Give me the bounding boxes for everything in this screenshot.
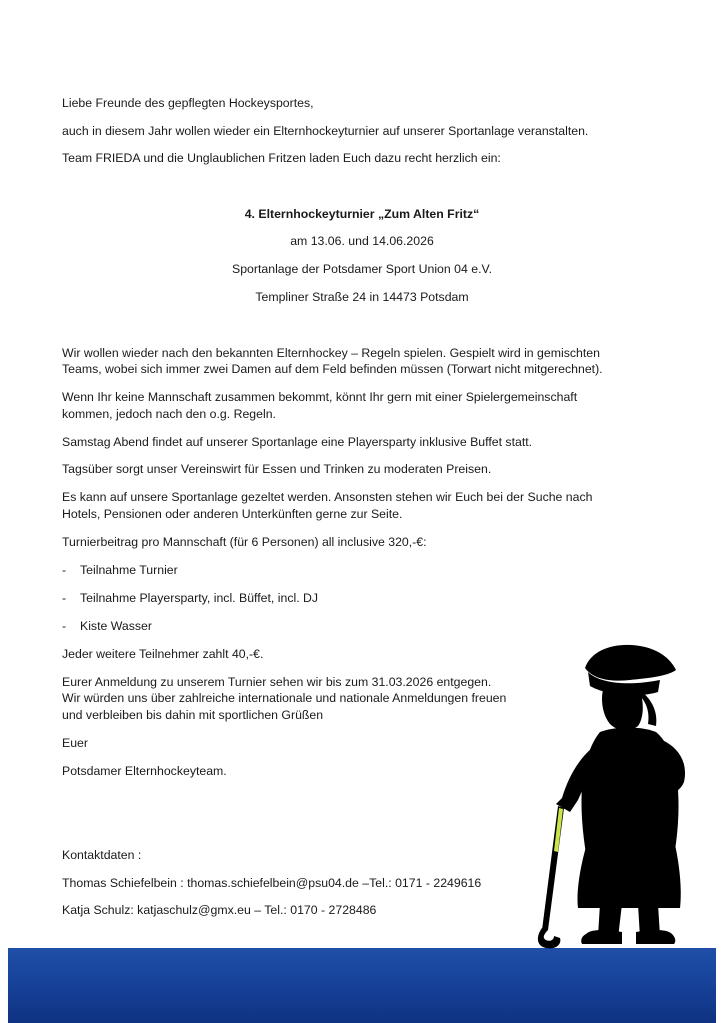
extra-participant-line: Jeder weitere Teilnehmer zahlt 40,-€. xyxy=(62,647,264,661)
event-date: am 13.06. und 14.06.2026 xyxy=(290,234,434,248)
list-dash: - xyxy=(62,563,67,577)
footer-band xyxy=(8,948,716,1023)
intro-line-1: auch in diesem Jahr wollen wieder ein Elternhockeyturnier auf unserer Sportanlage veranstalten. xyxy=(62,124,589,138)
greeting: Liebe Freunde des gepflegten Hockeysportes, xyxy=(62,96,314,110)
fee-line: Turnierbeitrag pro Mannschaft (für 6 Personen) all inclusive 320,-€: xyxy=(62,535,427,549)
rules-line-2: Teams, wobei sich immer zwei Damen auf dem Feld befinden müssen (Torwart nicht mitgerechnet). xyxy=(62,362,603,376)
team-line-2: kommen, jedoch nach den o.g. Regeln. xyxy=(62,407,276,421)
camping-line-2: Hotels, Pensionen oder anderen Unterkünften gerne zur Seite. xyxy=(62,507,403,521)
rules-line-1: Wir wollen wieder nach den bekannten Elternhockey – Regeln spielen. Gespielt wird in gemischten xyxy=(62,346,600,360)
signup-line-1: Eurer Anmeldung zu unserem Turnier sehen wir bis zum 31.03.2026 entgegen. xyxy=(62,675,492,689)
closing-line-2: Potsdamer Elternhockeyteam. xyxy=(62,764,227,778)
list-item-text: Kiste Wasser xyxy=(80,619,152,633)
contacts-heading: Kontaktdaten : xyxy=(62,848,142,862)
signup-line-2: Wir würden uns über zahlreiche internationale und nationale Anmeldungen freuen xyxy=(62,691,507,705)
list-dash: - xyxy=(62,591,67,605)
old-fritz-silhouette-icon xyxy=(530,640,715,952)
event-title: 4. Elternhockeyturnier „Zum Alten Fritz“ xyxy=(244,207,480,221)
food-line: Tagsüber sorgt unser Vereinswirt für Essen und Trinken zu moderaten Preisen. xyxy=(62,462,492,476)
camping-line-1: Es kann auf unsere Sportanlage gezeltet werden. Ansonsten stehen wir Euch bei der Suche nach xyxy=(62,490,593,504)
team-line-1: Wenn Ihr keine Mannschaft zusammen bekommt, könnt Ihr gern mit einer Spielergemeinschaft xyxy=(62,390,578,404)
event-address: Templiner Straße 24 in 14473 Potsdam xyxy=(255,290,469,304)
event-venue: Sportanlage der Potsdamer Sport Union 04 e.V. xyxy=(232,262,492,276)
party-line: Samstag Abend findet auf unserer Sportanlage eine Playersparty inklusive Buffet statt. xyxy=(62,435,533,449)
contact-line-2: Katja Schulz: katjaschulz@gmx.eu – Tel.: 0170 - 2728486 xyxy=(62,903,377,917)
closing-line-1: Euer xyxy=(62,736,88,750)
list-item-text: Teilnahme Playersparty, incl. Büffet, incl. DJ xyxy=(80,591,319,605)
intro-line-2: Team FRIEDA und die Unglaublichen Fritzen laden Euch dazu recht herzlich ein: xyxy=(62,151,501,165)
list-dash: - xyxy=(62,619,67,633)
list-item-text: Teilnahme Turnier xyxy=(80,563,178,577)
contact-line-1: Thomas Schiefelbein : thomas.schiefelbein@psu04.de –Tel.: 0171 - 2249616 xyxy=(62,876,482,890)
signup-line-3: und verbleiben bis dahin mit sportlichen Grüßen xyxy=(62,708,324,722)
